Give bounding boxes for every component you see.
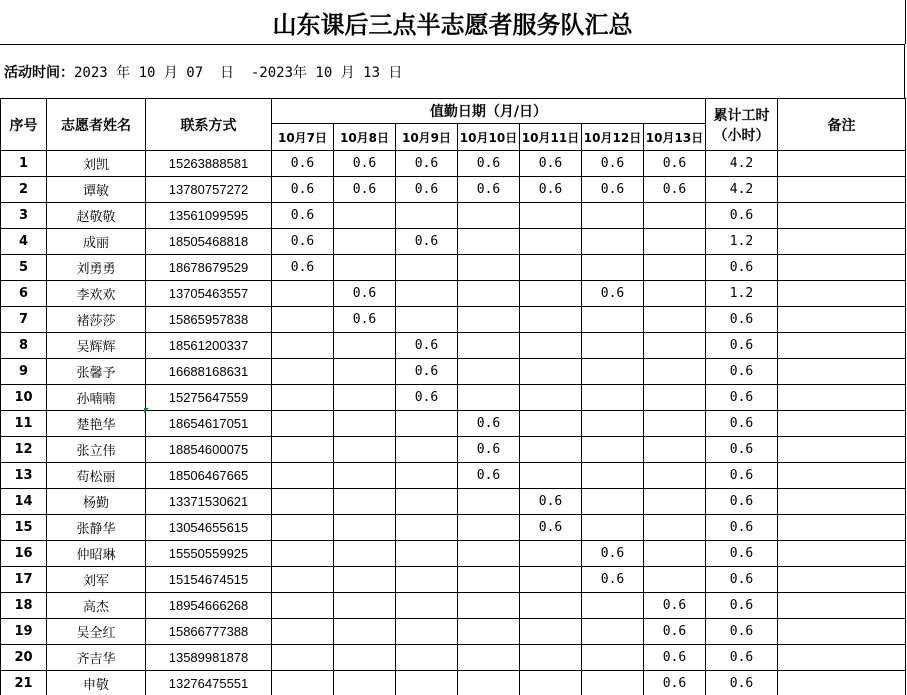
cell-seq[interactable]: 20 <box>1 645 47 671</box>
cell-duty-hours[interactable] <box>582 359 644 385</box>
cell-phone[interactable]: 15275647559 <box>146 385 272 411</box>
cell-duty-hours[interactable] <box>458 333 520 359</box>
table-row <box>1 151 906 177</box>
cell-duty-hours[interactable] <box>272 593 334 619</box>
cell-duty-hours[interactable] <box>272 359 334 385</box>
cell-duty-hours[interactable]: 0.6 <box>334 281 396 307</box>
header-total-line2: （小时） <box>713 127 770 144</box>
cell-duty-hours[interactable] <box>644 437 706 463</box>
cell-duty-hours[interactable] <box>644 229 706 255</box>
cell-duty-hours[interactable] <box>520 385 582 411</box>
cell-name[interactable]: 申敬 <box>47 671 146 695</box>
cell-total-hours[interactable]: 1.2 <box>706 281 778 307</box>
cell-name[interactable]: 成丽 <box>47 229 146 255</box>
cell-duty-hours[interactable] <box>396 593 458 619</box>
cell-total-hours[interactable]: 0.6 <box>706 203 778 229</box>
cell-duty-hours[interactable] <box>520 619 582 645</box>
cell-duty-hours[interactable]: 0.6 <box>396 359 458 385</box>
cell-name[interactable]: 齐吉华 <box>47 645 146 671</box>
cell-duty-hours[interactable] <box>644 359 706 385</box>
cell-seq[interactable]: 12 <box>1 437 47 463</box>
cell-phone[interactable]: 15866777388 <box>146 619 272 645</box>
table-body <box>1 151 906 695</box>
cell-phone[interactable]: 18854600075 <box>146 437 272 463</box>
cell-duty-hours[interactable]: 0.6 <box>644 619 706 645</box>
cell-duty-hours[interactable] <box>520 463 582 489</box>
cell-duty-hours[interactable]: 0.6 <box>396 229 458 255</box>
cell-duty-hours[interactable] <box>272 463 334 489</box>
cell-remark[interactable] <box>778 359 906 385</box>
cell-duty-hours[interactable] <box>334 255 396 281</box>
cell-duty-hours[interactable] <box>334 541 396 567</box>
table-row <box>1 359 906 385</box>
table-row <box>1 411 906 437</box>
cell-remark[interactable] <box>778 541 906 567</box>
cell-seq[interactable]: 14 <box>1 489 47 515</box>
cell-name[interactable]: 谭敏 <box>47 177 146 203</box>
cell-phone[interactable]: 15263888581 <box>146 151 272 177</box>
table-row <box>1 489 906 515</box>
cell-duty-hours[interactable] <box>520 255 582 281</box>
cell-duty-hours[interactable]: 0.6 <box>396 177 458 203</box>
cell-name[interactable]: 张馨予 <box>47 359 146 385</box>
cell-duty-hours[interactable] <box>520 203 582 229</box>
cell-name[interactable]: 赵敬敬 <box>47 203 146 229</box>
cell-duty-hours[interactable]: 0.6 <box>520 489 582 515</box>
cell-duty-hours[interactable] <box>458 567 520 593</box>
header-total-line1: 累计工时 <box>713 107 770 124</box>
table-row <box>1 307 906 333</box>
table-row <box>1 333 906 359</box>
cell-seq[interactable]: 21 <box>1 671 47 695</box>
cell-duty-hours[interactable] <box>520 593 582 619</box>
cell-duty-hours[interactable] <box>396 463 458 489</box>
cell-duty-hours[interactable] <box>520 437 582 463</box>
cell-duty-hours[interactable] <box>334 333 396 359</box>
cell-duty-hours[interactable] <box>458 307 520 333</box>
cell-duty-hours[interactable]: 0.6 <box>644 593 706 619</box>
cell-duty-hours[interactable] <box>582 307 644 333</box>
cell-duty-hours[interactable] <box>334 645 396 671</box>
table-row <box>1 255 906 281</box>
header-date[interactable]: 10月11日 <box>520 124 582 151</box>
cell-total-hours[interactable]: 0.6 <box>706 515 778 541</box>
cell-seq[interactable]: 15 <box>1 515 47 541</box>
cell-phone[interactable]: 13054655615 <box>146 515 272 541</box>
cell-duty-hours[interactable] <box>334 359 396 385</box>
cell-remark[interactable] <box>778 203 906 229</box>
cell-duty-hours[interactable] <box>458 593 520 619</box>
cell-total-hours[interactable]: 0.6 <box>706 333 778 359</box>
cell-duty-hours[interactable] <box>334 385 396 411</box>
cell-phone[interactable]: 13780757272 <box>146 177 272 203</box>
cell-duty-hours[interactable]: 0.6 <box>520 151 582 177</box>
cell-duty-hours[interactable] <box>644 567 706 593</box>
cell-duty-hours[interactable] <box>272 567 334 593</box>
cell-name[interactable]: 孙喃喃 <box>47 385 146 411</box>
cell-duty-hours[interactable]: 0.6 <box>272 229 334 255</box>
cell-duty-hours[interactable] <box>334 593 396 619</box>
cell-duty-hours[interactable] <box>582 619 644 645</box>
cell-duty-hours[interactable]: 0.6 <box>334 307 396 333</box>
cell-duty-hours[interactable] <box>520 359 582 385</box>
cell-duty-hours[interactable] <box>334 671 396 695</box>
cell-duty-hours[interactable]: 0.6 <box>458 411 520 437</box>
cell-remark[interactable] <box>778 593 906 619</box>
cell-remark[interactable] <box>778 489 906 515</box>
cell-phone[interactable]: 18506467665 <box>146 463 272 489</box>
cell-seq[interactable]: 8 <box>1 333 47 359</box>
cell-seq[interactable]: 2 <box>1 177 47 203</box>
cell-duty-hours[interactable] <box>272 541 334 567</box>
cell-duty-hours[interactable] <box>644 515 706 541</box>
cell-duty-hours[interactable] <box>334 567 396 593</box>
cell-remark[interactable] <box>778 411 906 437</box>
cell-total-hours[interactable]: 0.6 <box>706 255 778 281</box>
header-date[interactable]: 10月7日 <box>272 124 334 151</box>
cell-remark[interactable] <box>778 619 906 645</box>
table-row <box>1 671 906 695</box>
cell-duty-hours[interactable] <box>396 489 458 515</box>
cell-duty-hours[interactable] <box>396 645 458 671</box>
cell-duty-hours[interactable] <box>272 307 334 333</box>
cell-duty-hours[interactable] <box>582 255 644 281</box>
cell-duty-hours[interactable] <box>644 307 706 333</box>
cell-seq[interactable]: 5 <box>1 255 47 281</box>
cell-duty-hours[interactable]: 0.6 <box>272 255 334 281</box>
cell-name[interactable]: 张立伟 <box>47 437 146 463</box>
cell-duty-hours[interactable]: 0.6 <box>582 567 644 593</box>
cell-remark[interactable] <box>778 307 906 333</box>
cell-phone[interactable]: 18678679529 <box>146 255 272 281</box>
cell-duty-hours[interactable] <box>396 255 458 281</box>
cell-duty-hours[interactable] <box>644 385 706 411</box>
cell-duty-hours[interactable]: 0.6 <box>644 645 706 671</box>
cell-phone[interactable]: 15550559925 <box>146 541 272 567</box>
cell-duty-hours[interactable] <box>582 593 644 619</box>
cell-duty-hours[interactable] <box>644 203 706 229</box>
cell-duty-hours[interactable] <box>334 411 396 437</box>
cell-duty-hours[interactable]: 0.6 <box>644 177 706 203</box>
cell-duty-hours[interactable] <box>582 645 644 671</box>
cell-total-hours[interactable]: 0.6 <box>706 463 778 489</box>
cell-duty-hours[interactable] <box>396 541 458 567</box>
cell-duty-hours[interactable] <box>396 437 458 463</box>
cell-duty-hours[interactable] <box>272 281 334 307</box>
cell-duty-hours[interactable] <box>272 515 334 541</box>
cell-name[interactable]: 李欢欢 <box>47 281 146 307</box>
cell-duty-hours[interactable] <box>520 567 582 593</box>
cell-duty-hours[interactable] <box>396 203 458 229</box>
table-row <box>1 463 906 489</box>
cell-name[interactable]: 楚艳华 <box>47 411 146 437</box>
cell-duty-hours[interactable] <box>458 385 520 411</box>
cell-total-hours[interactable]: 1.2 <box>706 229 778 255</box>
cell-duty-hours[interactable] <box>644 463 706 489</box>
cell-seq[interactable]: 9 <box>1 359 47 385</box>
cell-total-hours[interactable]: 0.6 <box>706 593 778 619</box>
cell-total-hours[interactable]: 0.6 <box>706 411 778 437</box>
table-row <box>1 385 906 411</box>
cell-remark[interactable] <box>778 645 906 671</box>
cell-duty-hours[interactable] <box>334 515 396 541</box>
cell-duty-hours[interactable] <box>396 567 458 593</box>
cell-duty-hours[interactable]: 0.6 <box>458 463 520 489</box>
cell-duty-hours[interactable] <box>644 281 706 307</box>
cell-phone[interactable]: 18561200337 <box>146 333 272 359</box>
cell-duty-hours[interactable]: 0.6 <box>334 177 396 203</box>
header-name[interactable]: 志愿者姓名 <box>47 99 146 151</box>
cell-duty-hours[interactable] <box>458 489 520 515</box>
cell-duty-hours[interactable] <box>334 619 396 645</box>
cell-remark[interactable] <box>778 385 906 411</box>
cell-name[interactable]: 杨勤 <box>47 489 146 515</box>
cell-duty-hours[interactable] <box>644 541 706 567</box>
cell-total-hours[interactable]: 0.6 <box>706 359 778 385</box>
cell-seq[interactable]: 11 <box>1 411 47 437</box>
cell-comment-indicator[interactable] <box>144 408 149 413</box>
cell-duty-hours[interactable] <box>334 203 396 229</box>
sheet-title[interactable]: 山东课后三点半志愿者服务队汇总 <box>0 0 906 44</box>
period-label: 活动时间： <box>4 65 74 81</box>
header-date[interactable]: 10月10日 <box>458 124 520 151</box>
cell-duty-hours[interactable] <box>396 515 458 541</box>
cell-duty-hours[interactable] <box>272 333 334 359</box>
cell-total-hours[interactable]: 0.6 <box>706 645 778 671</box>
cell-total-hours[interactable]: 0.6 <box>706 541 778 567</box>
cell-duty-hours[interactable] <box>396 619 458 645</box>
cell-duty-hours[interactable] <box>272 489 334 515</box>
cell-remark[interactable] <box>778 281 906 307</box>
cell-name[interactable]: 苟松丽 <box>47 463 146 489</box>
cell-total-hours[interactable]: 4.2 <box>706 177 778 203</box>
cell-duty-hours[interactable]: 0.6 <box>272 151 334 177</box>
table-row <box>1 567 906 593</box>
cell-duty-hours[interactable] <box>458 255 520 281</box>
cell-name[interactable]: 刘勇勇 <box>47 255 146 281</box>
table-row <box>1 229 906 255</box>
cell-duty-hours[interactable]: 0.6 <box>644 671 706 695</box>
cell-remark[interactable] <box>778 671 906 695</box>
cell-duty-hours[interactable] <box>396 411 458 437</box>
cell-name[interactable]: 褚莎莎 <box>47 307 146 333</box>
cell-duty-hours[interactable] <box>582 411 644 437</box>
cell-duty-hours[interactable] <box>458 671 520 695</box>
cell-duty-hours[interactable] <box>582 229 644 255</box>
cell-remark[interactable] <box>778 333 906 359</box>
cell-duty-hours[interactable]: 0.6 <box>582 177 644 203</box>
cell-remark[interactable] <box>778 437 906 463</box>
cell-duty-hours[interactable]: 0.6 <box>396 151 458 177</box>
cell-remark[interactable] <box>778 567 906 593</box>
cell-duty-hours[interactable]: 0.6 <box>272 203 334 229</box>
cell-duty-hours[interactable] <box>334 229 396 255</box>
cell-phone[interactable]: 16688168631 <box>146 359 272 385</box>
cell-duty-hours[interactable] <box>458 541 520 567</box>
cell-seq[interactable]: 10 <box>1 385 47 411</box>
header-duty-dates[interactable]: 值勤日期（月/日） <box>272 99 706 124</box>
header-contact[interactable]: 联系方式 <box>146 99 272 151</box>
cell-phone[interactable]: 13705463557 <box>146 281 272 307</box>
header-seq[interactable]: 序号 <box>1 99 47 151</box>
cell-phone[interactable]: 15154674515 <box>146 567 272 593</box>
table-row <box>1 437 906 463</box>
cell-total-hours[interactable]: 0.6 <box>706 567 778 593</box>
cell-duty-hours[interactable] <box>520 281 582 307</box>
cell-name[interactable]: 张静华 <box>47 515 146 541</box>
cell-duty-hours[interactable]: 0.6 <box>272 177 334 203</box>
cell-total-hours[interactable]: 4.2 <box>706 151 778 177</box>
cell-duty-hours[interactable] <box>272 385 334 411</box>
cell-seq[interactable]: 3 <box>1 203 47 229</box>
cell-name[interactable]: 刘凯 <box>47 151 146 177</box>
cell-duty-hours[interactable] <box>272 411 334 437</box>
cell-duty-hours[interactable]: 0.6 <box>520 177 582 203</box>
cell-seq[interactable]: 7 <box>1 307 47 333</box>
header-total-hours[interactable] <box>706 99 778 151</box>
cell-total-hours[interactable]: 0.6 <box>706 489 778 515</box>
cell-duty-hours[interactable] <box>582 515 644 541</box>
cell-phone[interactable]: 18954666268 <box>146 593 272 619</box>
cell-duty-hours[interactable] <box>458 645 520 671</box>
cell-name[interactable]: 刘军 <box>47 567 146 593</box>
cell-total-hours[interactable]: 0.6 <box>706 385 778 411</box>
table-row <box>1 645 906 671</box>
header-date[interactable]: 10月12日 <box>582 124 644 151</box>
cell-duty-hours[interactable] <box>458 229 520 255</box>
cell-remark[interactable] <box>778 515 906 541</box>
cell-seq[interactable]: 1 <box>1 151 47 177</box>
cell-duty-hours[interactable]: 0.6 <box>458 151 520 177</box>
cell-phone[interactable]: 13276475551 <box>146 671 272 695</box>
header-remark[interactable]: 备注 <box>778 99 906 151</box>
cell-duty-hours[interactable] <box>520 411 582 437</box>
table-row <box>1 541 906 567</box>
cell-remark[interactable] <box>778 229 906 255</box>
cell-total-hours[interactable]: 0.6 <box>706 619 778 645</box>
cell-total-hours[interactable]: 0.6 <box>706 437 778 463</box>
cell-duty-hours[interactable] <box>520 333 582 359</box>
cell-duty-hours[interactable] <box>644 333 706 359</box>
cell-phone[interactable]: 18654617051 <box>146 411 272 437</box>
cell-duty-hours[interactable] <box>272 437 334 463</box>
cell-duty-hours[interactable] <box>644 255 706 281</box>
cell-duty-hours[interactable] <box>582 203 644 229</box>
cell-duty-hours[interactable] <box>396 671 458 695</box>
cell-duty-hours[interactable] <box>458 359 520 385</box>
cell-duty-hours[interactable]: 0.6 <box>458 177 520 203</box>
period-range: 2023 年 10 月 07 日 -2023年 10 月 13 日 <box>74 65 403 81</box>
cell-name[interactable]: 高杰 <box>47 593 146 619</box>
table-row <box>1 515 906 541</box>
cell-total-hours[interactable]: 0.6 <box>706 307 778 333</box>
cell-duty-hours[interactable] <box>272 619 334 645</box>
cell-duty-hours[interactable] <box>458 619 520 645</box>
cell-seq[interactable]: 6 <box>1 281 47 307</box>
cell-duty-hours[interactable] <box>582 437 644 463</box>
cell-duty-hours[interactable] <box>520 229 582 255</box>
cell-remark[interactable] <box>778 255 906 281</box>
cell-duty-hours[interactable]: 0.6 <box>582 151 644 177</box>
cell-name[interactable]: 吴辉辉 <box>47 333 146 359</box>
cell-remark[interactable] <box>778 177 906 203</box>
cell-seq[interactable]: 4 <box>1 229 47 255</box>
cell-duty-hours[interactable] <box>458 281 520 307</box>
cell-duty-hours[interactable] <box>458 515 520 541</box>
table-row <box>1 177 906 203</box>
cell-duty-hours[interactable] <box>334 437 396 463</box>
table-row <box>1 593 906 619</box>
cell-duty-hours[interactable]: 0.6 <box>458 437 520 463</box>
cell-duty-hours[interactable] <box>582 333 644 359</box>
cell-duty-hours[interactable]: 0.6 <box>520 515 582 541</box>
table-row <box>1 619 906 645</box>
header-date[interactable]: 10月9日 <box>396 124 458 151</box>
cell-seq[interactable]: 16 <box>1 541 47 567</box>
cell-total-hours[interactable]: 0.6 <box>706 671 778 695</box>
cell-duty-hours[interactable] <box>520 671 582 695</box>
cell-duty-hours[interactable] <box>582 463 644 489</box>
cell-duty-hours[interactable]: 0.6 <box>582 281 644 307</box>
cell-duty-hours[interactable] <box>334 463 396 489</box>
cell-duty-hours[interactable] <box>644 489 706 515</box>
cell-remark[interactable] <box>778 463 906 489</box>
cell-name[interactable]: 仲昭琳 <box>47 541 146 567</box>
cell-remark[interactable] <box>778 151 906 177</box>
cell-duty-hours[interactable] <box>458 203 520 229</box>
volunteer-table <box>0 98 906 695</box>
cell-phone[interactable]: 13561099595 <box>146 203 272 229</box>
header-date[interactable]: 10月8日 <box>334 124 396 151</box>
header-date[interactable]: 10月13日 <box>644 124 706 151</box>
cell-duty-hours[interactable] <box>520 645 582 671</box>
activity-period[interactable] <box>0 45 905 99</box>
cell-phone[interactable]: 18505468818 <box>146 229 272 255</box>
cell-duty-hours[interactable] <box>520 307 582 333</box>
cell-phone[interactable]: 13371530621 <box>146 489 272 515</box>
cell-duty-hours[interactable]: 0.6 <box>334 151 396 177</box>
table-row <box>1 281 906 307</box>
cell-duty-hours[interactable] <box>272 645 334 671</box>
cell-duty-hours[interactable] <box>520 541 582 567</box>
table-row <box>1 203 906 229</box>
cell-duty-hours[interactable]: 0.6 <box>644 151 706 177</box>
cell-seq[interactable]: 19 <box>1 619 47 645</box>
cell-seq[interactable]: 18 <box>1 593 47 619</box>
cell-seq[interactable]: 13 <box>1 463 47 489</box>
cell-duty-hours[interactable] <box>582 489 644 515</box>
cell-duty-hours[interactable]: 0.6 <box>396 333 458 359</box>
cell-duty-hours[interactable] <box>582 671 644 695</box>
cell-duty-hours[interactable]: 0.6 <box>582 541 644 567</box>
cell-phone[interactable]: 13589981878 <box>146 645 272 671</box>
cell-duty-hours[interactable] <box>272 671 334 695</box>
cell-duty-hours[interactable] <box>334 489 396 515</box>
cell-duty-hours[interactable] <box>396 307 458 333</box>
cell-duty-hours[interactable] <box>582 385 644 411</box>
cell-name[interactable]: 吴全红 <box>47 619 146 645</box>
cell-phone[interactable]: 15865957838 <box>146 307 272 333</box>
cell-duty-hours[interactable]: 0.6 <box>396 385 458 411</box>
cell-duty-hours[interactable] <box>396 281 458 307</box>
cell-duty-hours[interactable] <box>644 411 706 437</box>
cell-seq[interactable]: 17 <box>1 567 47 593</box>
